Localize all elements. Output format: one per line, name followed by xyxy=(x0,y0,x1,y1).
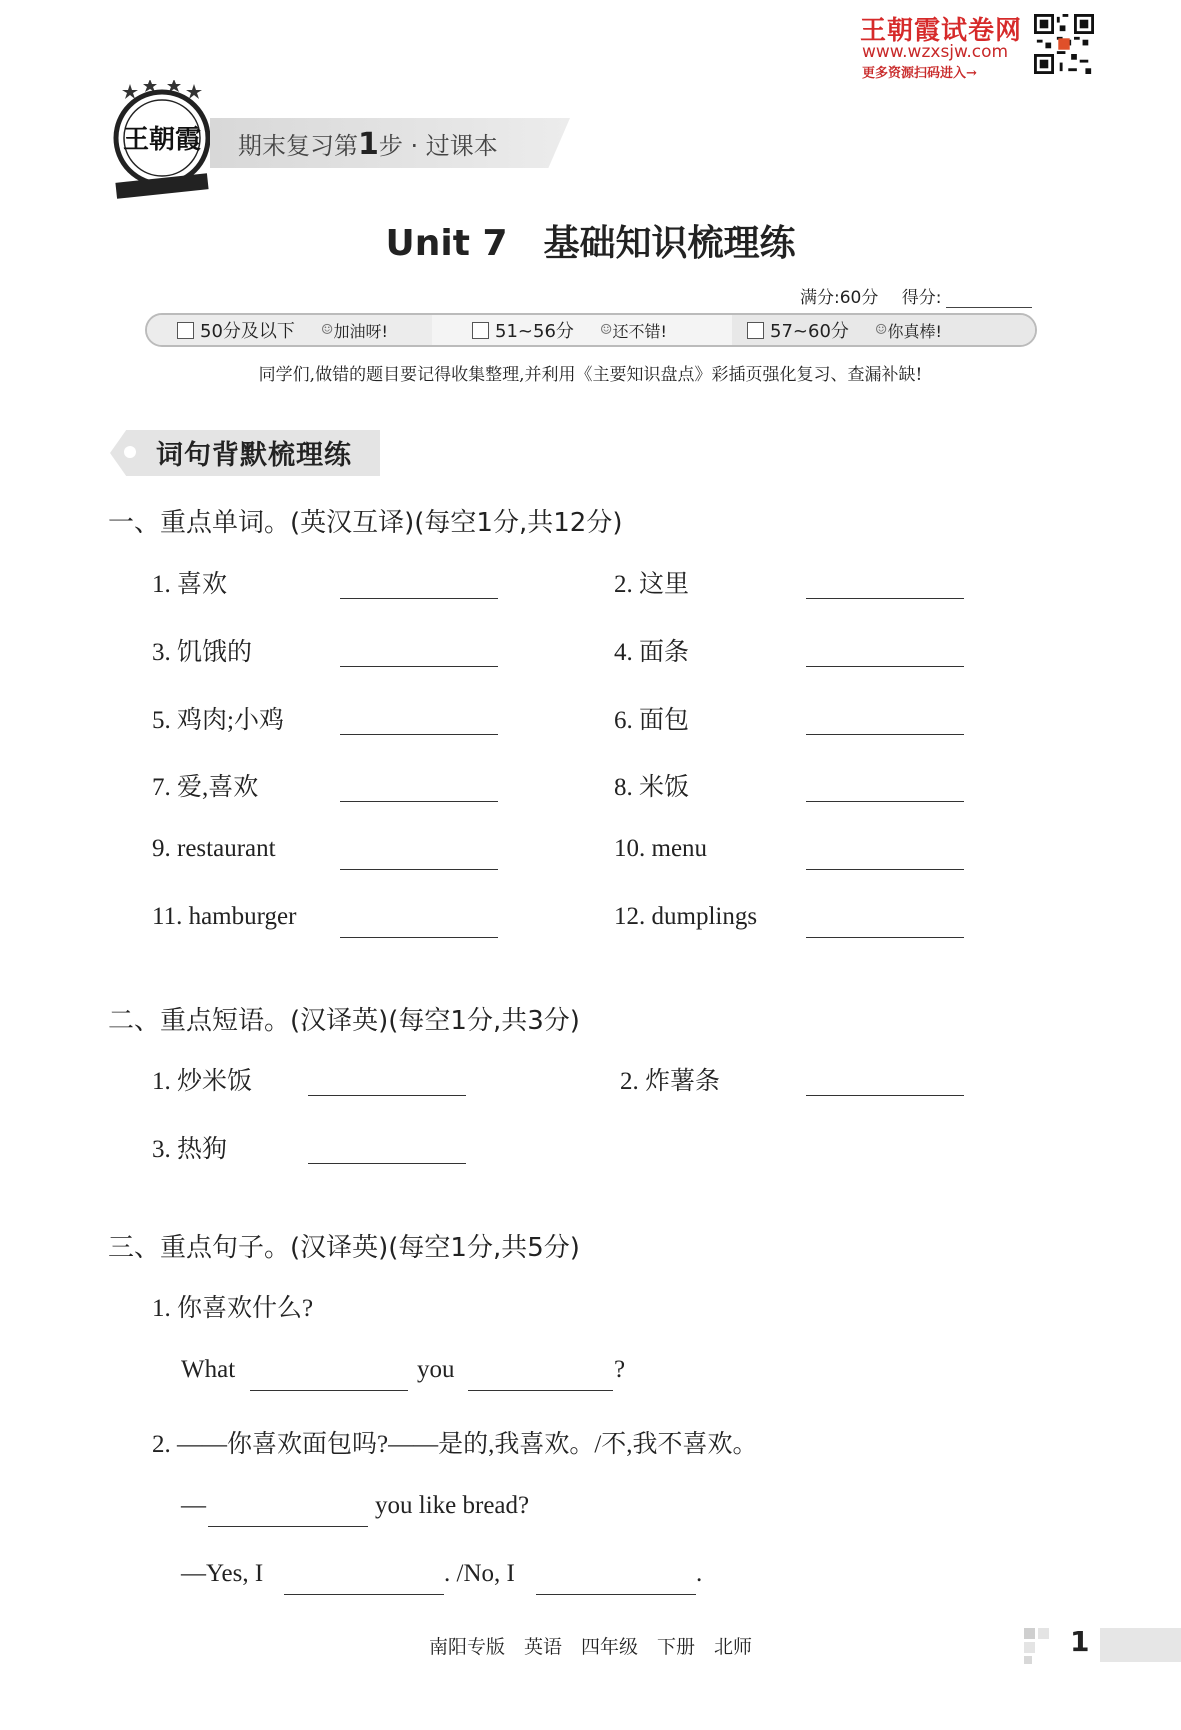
answer-blank[interactable] xyxy=(806,1095,964,1096)
score-line xyxy=(800,283,1032,308)
phrase-item: 1. 炒米饭 xyxy=(152,1068,253,1095)
sentence-word: you xyxy=(417,1356,455,1383)
part2-heading: 二、重点短语。(汉译英)(每空1分,共3分) xyxy=(108,1006,580,1036)
answer-blank[interactable] xyxy=(806,937,964,938)
grade-option-1[interactable]: 50分及以下 ☺ 加油呀! xyxy=(177,318,388,342)
sentence-word: —Yes, I xyxy=(181,1560,264,1587)
answer-blank[interactable] xyxy=(340,734,498,735)
checkbox[interactable] xyxy=(177,322,194,339)
page-title: Unit 7 基础知识梳理练 xyxy=(385,223,796,264)
answer-blank[interactable] xyxy=(284,1594,444,1595)
sentence-word: you like bread? xyxy=(375,1492,530,1519)
page-corner-icon xyxy=(1024,1628,1060,1664)
phrase-item: 3. 热狗 xyxy=(152,1136,228,1163)
word-item: 7. 爱,喜欢 xyxy=(152,774,259,801)
word-item: 8. 米饭 xyxy=(614,774,690,801)
answer-blank[interactable] xyxy=(806,869,964,870)
word-item: 6. 面包 xyxy=(614,707,690,734)
page-bar xyxy=(1100,1628,1181,1662)
answer-blank[interactable] xyxy=(806,598,964,599)
sentence-word: . /No, I xyxy=(444,1560,515,1587)
answer-blank[interactable] xyxy=(536,1594,696,1595)
footer-info: 南阳专版 英语 四年级 下册 北师 xyxy=(428,1636,752,1658)
checkbox[interactable] xyxy=(747,322,764,339)
word-item: 10. menu xyxy=(614,835,708,862)
answer-blank[interactable] xyxy=(806,801,964,802)
sentence-end: . xyxy=(696,1560,703,1587)
answer-blank[interactable] xyxy=(340,666,498,667)
answer-blank[interactable] xyxy=(308,1095,466,1096)
part3-heading: 三、重点句子。(汉译英)(每空1分,共5分) xyxy=(108,1233,580,1263)
answer-blank[interactable] xyxy=(468,1390,613,1391)
answer-blank[interactable] xyxy=(208,1526,368,1527)
answer-blank[interactable] xyxy=(250,1390,408,1391)
section-dot-icon xyxy=(124,446,136,458)
answer-blank[interactable] xyxy=(340,801,498,802)
smile-icon: ☺ xyxy=(320,322,334,338)
word-item: 1. 喜欢 xyxy=(152,571,228,598)
instruction-note: 同学们,做错的题目要记得收集整理,并利用《主要知识盘点》彩插页强化复习、查漏补缺! xyxy=(258,365,923,385)
word-item: 9. restaurant xyxy=(152,835,276,862)
score-label: 得分: xyxy=(901,288,942,308)
brand-tagline: 更多资源扫码进入→ xyxy=(862,66,977,81)
word-item: 12. dumplings xyxy=(614,903,758,930)
part1-heading: 一、重点单词。(英汉互译)(每空1分,共12分) xyxy=(108,508,623,538)
sentence-end: ? xyxy=(614,1356,626,1383)
logo-stamp xyxy=(106,80,218,202)
answer-blank[interactable] xyxy=(340,598,498,599)
grade-option-3[interactable]: 57~60分 ☺ 你真棒! xyxy=(747,318,942,342)
full-score-label: 满分:60分 xyxy=(800,288,879,308)
checkbox[interactable] xyxy=(472,322,489,339)
grade-option-2[interactable]: 51~56分 ☺ 还不错! xyxy=(472,318,667,342)
logo-text: 王朝霞 xyxy=(122,125,202,155)
smile-icon: ☺ xyxy=(599,322,613,338)
word-item: 4. 面条 xyxy=(614,639,690,666)
phrase-item: 2. 炸薯条 xyxy=(620,1068,721,1095)
word-item: 5. 鸡肉;小鸡 xyxy=(152,707,284,734)
smile-icon: ☺ xyxy=(874,322,888,338)
brand-url[interactable]: www.wzxsjw.com xyxy=(862,42,1009,62)
answer-blank[interactable] xyxy=(340,869,498,870)
score-blank[interactable] xyxy=(946,307,1032,308)
sentence-word: What xyxy=(181,1356,236,1383)
sentence-prompt: 2. ——你喜欢面包吗?——是的,我喜欢。/不,我不喜欢。 xyxy=(152,1431,758,1458)
grade-bar xyxy=(145,313,1037,347)
sentence-prompt: 1. 你喜欢什么? xyxy=(152,1295,314,1322)
page-number: 1 xyxy=(1070,1625,1090,1658)
answer-blank[interactable] xyxy=(806,734,964,735)
step-banner-text: 期末复习第1步 · 过课本 xyxy=(238,127,498,162)
section-tag-text: 词句背默梳理练 xyxy=(156,440,352,471)
word-item: 2. 这里 xyxy=(614,571,690,598)
qr-code-icon[interactable] xyxy=(1034,14,1094,74)
answer-blank[interactable] xyxy=(308,1163,466,1164)
word-item: 11. hamburger xyxy=(152,903,297,930)
answer-blank[interactable] xyxy=(340,937,498,938)
brand-title: 王朝霞试卷网 xyxy=(860,16,1023,46)
word-item: 3. 饥饿的 xyxy=(152,639,253,666)
sentence-word: — xyxy=(181,1492,206,1519)
answer-blank[interactable] xyxy=(806,666,964,667)
